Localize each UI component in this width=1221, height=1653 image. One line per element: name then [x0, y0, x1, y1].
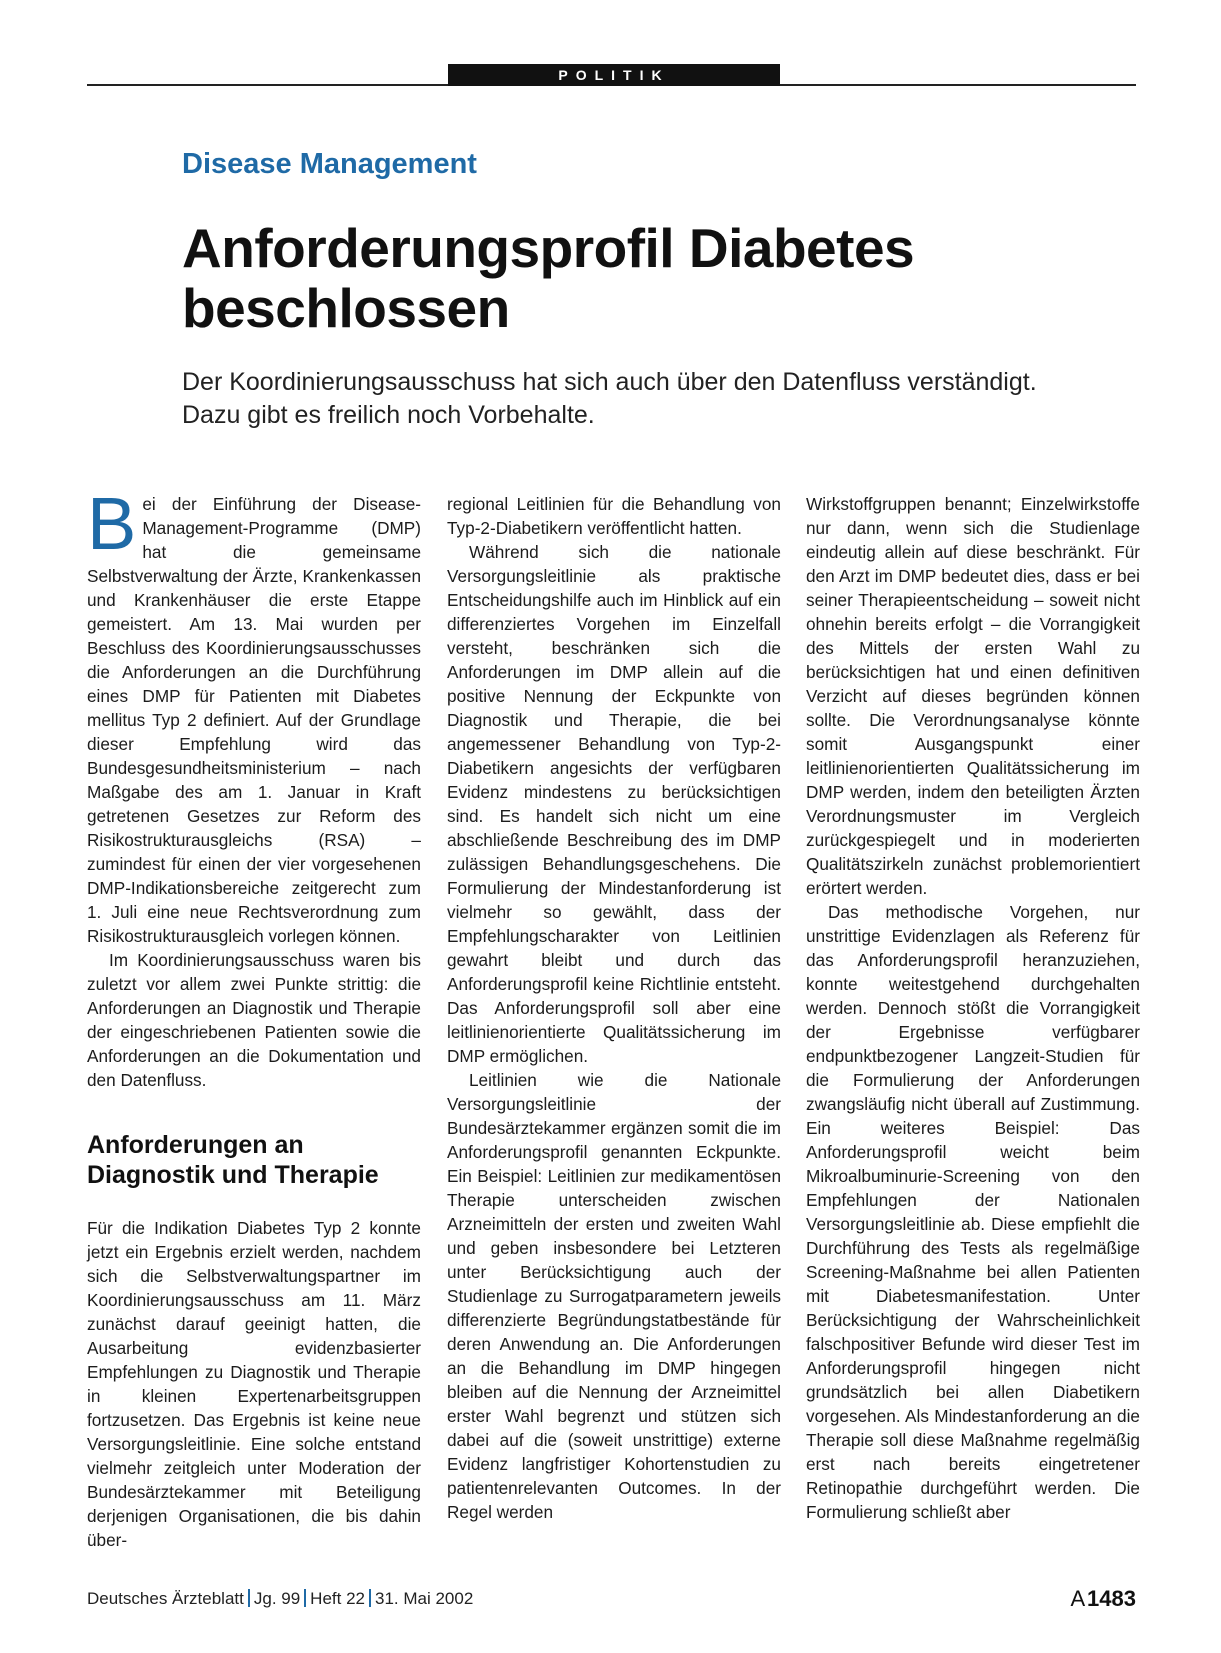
subtitle-line-1: Der Koordinierungsausschuss hat sich auch über den Datenfluss verständigt. [182, 368, 1037, 396]
footer [87, 1589, 473, 1609]
footer-divider [248, 1589, 250, 1607]
journal-issue: Heft 22 [310, 1589, 365, 1608]
article-title [182, 218, 914, 338]
paragraph: regional Leitlinien für die Behandlung von Typ-2-Diabetikern veröffentlicht hatten. [447, 494, 781, 538]
title-line-2: beschlossen [182, 277, 510, 339]
paragraph: Das methodische Vorgehen, nur unstrittige Evidenzlagen als Referenz für das Anforderungsprofil heranzuziehen, konnte weitestgehend durchgehalten werden. Dennoch stößt die Vorrangigkeit der Ergebnisse verfügbarer endpunktbezogener Langzeit-Studien für die Formulierung der Anforderungen zwangsläufig nicht überall auf Zustimmung. Ein weiteres Beispiel: Das Anforderungsprofil weicht beim Mikroalbuminurie-Screening von den Empfehlungen der Nationalen Versorgungsleitlinie ab. Diese empfiehlt die Durchführung des Tests als regelmäßige Screening-Maßnahme bei allen Patienten mit Diabetesmanifestation. Unter Berücksichtigung der Wahrscheinlichkeit falschpositiver Befunde wird dieser Test im Anforderungsprofil hingegen nicht grundsätzlich bei allen Diabetikern vorgesehen. Als Mindestanforderung an die Therapie soll diese Maßnahme regelmäßig erst nach bereits eingetretener Retinopathie durchgeführt werden. Die Formulierung schließt aber [806, 902, 1140, 1522]
page-prefix: A [1070, 1586, 1086, 1611]
subheading: Anforderungen an Diagnostik und Therapie [87, 1131, 379, 1189]
journal-name: Deutsches Ärzteblatt [87, 1589, 244, 1608]
drop-cap: B [87, 482, 137, 565]
paragraph-text: ei der Einführung der Disease-Management-Programme (DMP) hat die gemeinsame Selbstverwaltung der Ärzte, Krankenkassen und Krankenhäuser die erste Etappe gemeistert. Am 13. Mai wurden per Beschluss des Koordinierungsausschusses die Anforderungen an die Durchführung eines DMP für Patienten mit Diabetes mellitus Typ 2 definiert. Auf der Grundlage dieser Empfehlung wird das Bundesgesundheitsministerium – nach Maßgabe des am 1. Januar in Kraft getretenen Gesetzes zur Reform des Risikostrukturausgleichs (RSA) – zumindest für einen der vier vorgesehenen DMP-Indikationsbereiche zeitgerecht zum 1. Juli eine neue Rechtsverordnung zum Risikostrukturausgleich vorlegen können. [87, 494, 421, 946]
paragraph: Während sich die nationale Versorgungsleitlinie als praktische Entscheidungshilfe auch im Hinblick auf ein differenziertes Vorgehen im Einzelfall versteht, beschränken sich die Anforderungen im DMP allein auf die positive Nennung der Eckpunkte von Diagnostik und Therapie, die bei angemessener Behandlung von Typ-2-Diabetikern angesichts der verfügbaren Evidenz mindestens zu berücksichtigen sind. Es handelt sich nicht um eine abschließende Beschreibung des im DMP zulässigen Behandlungsgeschehens. Die Formulierung der Mindestanforderung ist vielmehr so gewählt, dass der Empfehlungscharakter von Leitlinien gewahrt bleibt und durch das Anforderungsprofil keine Richtlinie entsteht. Das Anforderungsprofil soll aber eine leitlinienorientierte Qualitätssicherung im DMP ermöglichen. [447, 542, 781, 1066]
paragraph: Im Koordinierungsausschuss waren bis zuletzt vor allem zwei Punkte strittig: die Anforderungen an Diagnostik und Therapie der eingeschriebenen Patienten sowie die Anforderungen an die Dokumentation und den Datenfluss. [87, 950, 421, 1090]
article-kicker: Disease Management [182, 148, 477, 180]
journal-date: 31. Mai 2002 [374, 1589, 474, 1608]
paragraph: Leitlinien wie die Nationale Versorgungsleitlinie der Bundesärztekammer ergänzen somit die im Anforderungsprofil genannten Eckpunkte. Ein Beispiel: Leitlinien zur medikamentösen Therapie unterscheiden zwischen Arzneimitteln der ersten und zweiten Wahl und geben insbesondere bei Letzteren unter Berücksichtigung auch der Studienlage zu Surrogatparametern jeweils differenzierte Begründungstatbestände für deren Anwendung an. Die Anforderungen an die Behandlung im DMP hingegen bleiben auf die Nennung der Arzneimittel erster Wahl begrenzt und stützen sich dabei auf die (soweit unstrittige) externe Evidenz langfristiger Kohortenstudien zu patientenrelevanten Outcomes. In der Regel werden [447, 1070, 781, 1522]
journal-volume: Jg. 99 [253, 1589, 301, 1608]
footer-divider [304, 1589, 306, 1607]
title-line-1: Anforderungsprofil Diabetes [182, 217, 915, 279]
article-subtitle [182, 366, 1082, 432]
paragraph [87, 482, 421, 948]
text-column-2 [447, 492, 781, 1524]
text-column-1 [87, 482, 421, 1552]
paragraph: Wirkstoffgruppen benannt; Einzelwirkstoffe nur dann, wenn sich die Studienlage eindeutig allein auf diese beschränkt. Für den Arzt im DMP bedeutet dies, dass er bei seiner Therapieentscheidung – soweit nicht ohnehin bereits erfolgt – die Vorrangigkeit des Mittels der ersten Wahl zu berücksichtigen hat und einen definitiven Verzicht auf dieses begründen können sollte. Die Verordnungsanalyse könnte somit Ausgangspunkt einer leitlinienorientierten Qualitätssicherung im DMP werden, indem den beteiligten Ärzten Verordnungsmuster im Vergleich zurückgespiegelt und in moderierten Qualitätszirkeln zunächst problemorientiert erörtert werden. [806, 494, 1140, 898]
subtitle-line-2: Dazu gibt es freilich noch Vorbehalte. [182, 401, 595, 429]
text-column-3 [806, 492, 1140, 1524]
footer-divider [369, 1589, 371, 1607]
page-number-value: 1483 [1087, 1586, 1136, 1611]
page-number [1071, 1586, 1136, 1612]
section-label: POLITIK [448, 64, 780, 86]
paragraph: Für die Indikation Diabetes Typ 2 konnte jetzt ein Ergebnis erzielt werden, nachdem sich die Selbstverwaltungspartner im Koordinierungsausschuss am 11. März zunächst darauf geeinigt hatten, die Ausarbeitung evidenzbasierter Empfehlungen zu Diagnostik und Therapie in kleinen Expertenarbeitsgruppen fortzusetzen. Das Ergebnis ist keine neue Versorgungsleitlinie. Eine solche entstand vielmehr zeitgleich unter Moderation der Bundesärztekammer mit Beteiligung derjenigen Organisationen, die bis dahin über- [87, 1218, 421, 1550]
